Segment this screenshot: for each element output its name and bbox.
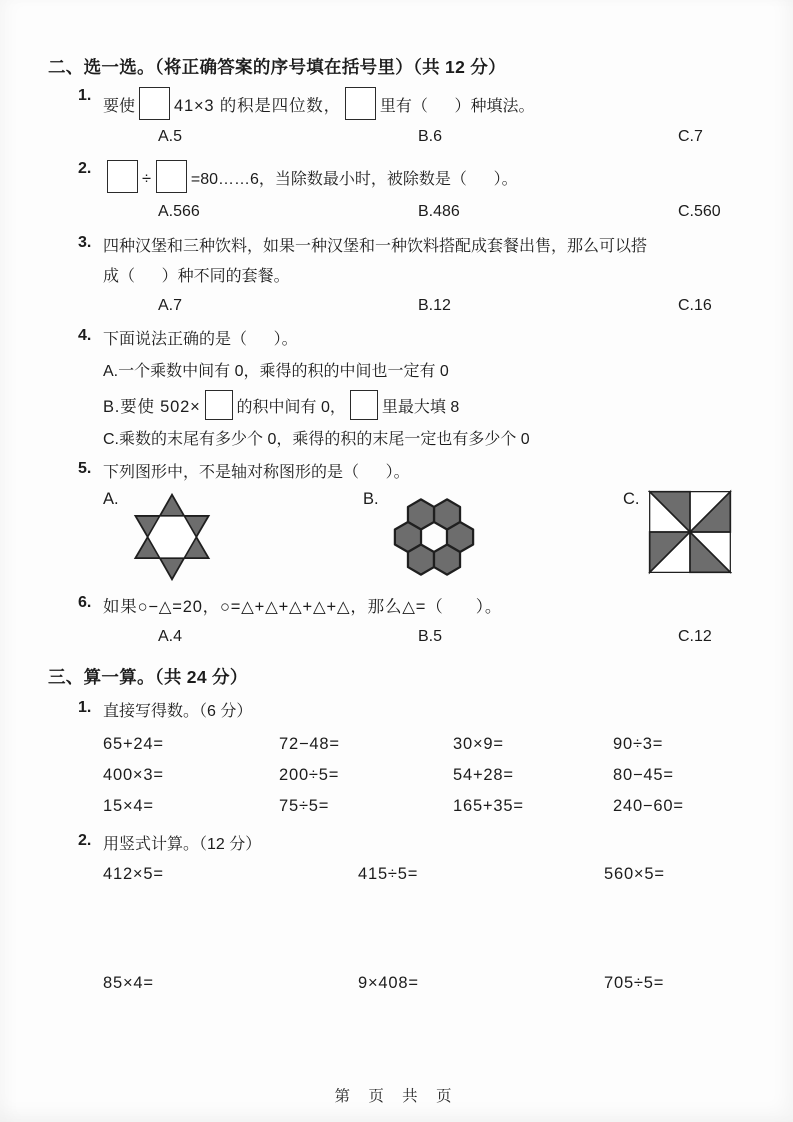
question-1-number: 1.: [78, 87, 92, 104]
vertical-calc-row-2: [103, 974, 757, 993]
option-b: B.6: [418, 128, 443, 145]
equation: 9×408=: [358, 974, 419, 993]
pinwheel-icon: [648, 488, 732, 576]
calc-sub1-number: 1.: [78, 698, 92, 716]
equation: 65+24=: [103, 734, 164, 753]
equation: 412×5=: [103, 865, 164, 884]
question-4-option-c: C.乘数的末尾有多少个 0，乘得的积的末尾一定也有多少个 0: [103, 430, 530, 448]
equation: 240−60=: [613, 796, 684, 815]
question-1-stem: 要使 41×3 的积是四位数， 里有（ ）种填法。: [103, 87, 757, 120]
option-a: A.7: [158, 297, 183, 315]
section-calc-title: 三、算一算。（共 24 分）: [48, 666, 248, 687]
question-5: [48, 460, 757, 486]
page-footer: 第 页 共 页: [334, 1088, 459, 1105]
question-6: [48, 594, 757, 650]
figure-b-label: B.: [363, 489, 379, 508]
question-5-number: 5.: [78, 460, 92, 478]
equation: 560×5=: [604, 865, 665, 884]
equation: 400×3=: [103, 765, 164, 784]
fill-in-box[interactable]: [205, 390, 233, 420]
option-c: C.12: [678, 628, 712, 646]
question-4-option-a: A.一个乘数中间有 0，乘得的积的中间也一定有 0: [103, 362, 449, 380]
question-1-options: [158, 124, 757, 150]
option-b: B.486: [418, 202, 460, 220]
question-2: [48, 160, 757, 225]
question-4-stem: 下面说法正确的是（ ）。: [103, 330, 298, 348]
equation: 30×9=: [453, 734, 504, 753]
calc-sub2-title: 用竖式计算。（12 分）: [103, 835, 262, 853]
equation: 75÷5=: [279, 796, 330, 815]
equation: 85×4=: [103, 974, 154, 993]
question-2-stem: ÷ =80……6，当除数最小时，被除数是（ ）。: [103, 160, 757, 193]
vertical-calc-row-1: [103, 865, 757, 884]
figure-option-c: [623, 488, 757, 588]
question-1: [48, 87, 757, 150]
equation: 90÷3=: [613, 734, 664, 753]
question-3-stem-line1: 四种汉堡和三种饮料，如果一种汉堡和一种饮料搭配成套餐出售，那么可以搭: [103, 238, 648, 256]
equation: 54+28=: [453, 765, 514, 784]
figure-a-label: A.: [103, 489, 119, 508]
question-4: [48, 327, 757, 452]
section-choose-title: 二、选一选。（将正确答案的序号填在括号里）（共 12 分）: [48, 57, 506, 77]
equation: 705÷5=: [604, 974, 665, 993]
equation: 80−45=: [613, 765, 674, 784]
question-5-figures: [103, 488, 757, 588]
calc-sub1: [48, 699, 757, 725]
figure-option-b: [363, 488, 623, 588]
equation: 200÷5=: [279, 765, 340, 784]
option-b: B.5: [418, 628, 443, 646]
option-b: B.12: [418, 297, 451, 315]
option-c: C.560: [678, 202, 721, 220]
question-5-stem: 下列图形中，不是轴对称图形的是（ ）。: [103, 464, 410, 482]
exam-content: [48, 54, 757, 993]
calc-sub1-title: 直接写得数。（6 分）: [103, 702, 253, 720]
option-a: A.5: [158, 128, 183, 145]
question-2-number: 2.: [78, 159, 92, 177]
figure-c-label: C.: [623, 489, 640, 508]
question-4-number: 4.: [78, 326, 92, 344]
mental-math-grid: [103, 729, 757, 822]
question-3: [48, 234, 757, 319]
option-a: A.4: [158, 628, 183, 646]
equation: 415÷5=: [358, 865, 419, 884]
equation: 165+35=: [453, 796, 524, 815]
question-2-options: [158, 199, 757, 225]
figure-option-a: [103, 488, 363, 588]
hexagon-flower-icon: [387, 488, 481, 586]
question-6-stem: 如果○−△=20，○=△+△+△+△+△，那么△=（ ）。: [103, 597, 503, 616]
fill-in-box[interactable]: [350, 390, 378, 420]
option-c: C.7: [678, 128, 703, 145]
option-c: C.16: [678, 297, 712, 315]
calc-sub2: [48, 832, 757, 858]
calc-sub2-number: 2.: [78, 831, 92, 849]
question-6-options: [158, 624, 757, 650]
question-3-stem-line2: 成（ ）种不同的套餐。: [103, 267, 290, 285]
fill-in-box[interactable]: [345, 87, 376, 120]
question-4-option-b: B.要使 502× 的积中间有 0， 里最大填 8: [103, 390, 757, 421]
question-3-options: [158, 293, 757, 319]
option-a: A.566: [158, 202, 200, 220]
question-3-number: 3.: [78, 234, 92, 252]
fill-in-box[interactable]: [107, 160, 138, 193]
fill-in-box[interactable]: [156, 160, 187, 193]
equation: 15×4=: [103, 796, 154, 815]
question-6-number: 6.: [78, 593, 92, 611]
equation: 72−48=: [279, 734, 340, 753]
six-pointed-star-icon: [127, 488, 217, 586]
fill-in-box[interactable]: [139, 87, 170, 120]
